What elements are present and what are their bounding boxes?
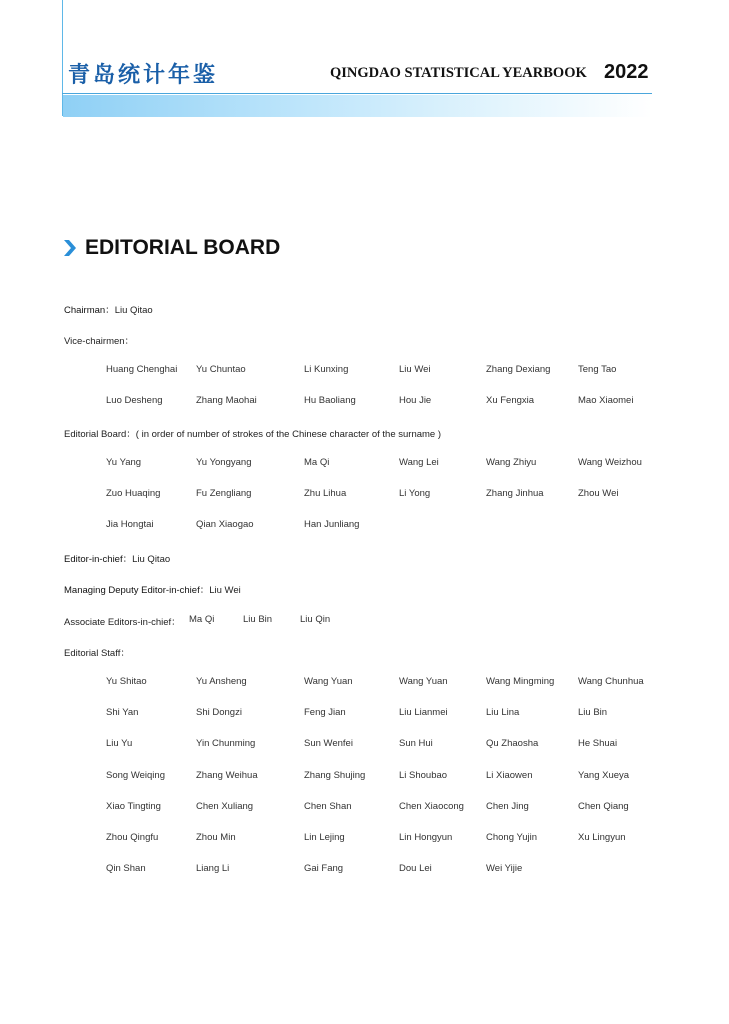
person-name: Wei Yijie [486,863,523,875]
person-name: Shi Yan [106,707,139,719]
person-name: Xiao Tingting [106,800,161,812]
person-name: Chen Xiaocong [399,800,464,812]
editor-in-chief-line [64,551,170,565]
person-name: Yu Shitao [106,676,147,687]
managing-deputy-name: Liu Wei [209,585,241,596]
person-name: Xu Fengxia [486,395,535,407]
person-name: Ma Qi [304,457,330,468]
person-name: Teng Tao [578,364,617,375]
person-name: Li Kunxing [304,364,349,375]
person-name: Qian Xiaogao [196,519,254,531]
person-name: Chen Qiang [578,800,629,812]
associate-editor-name: Liu Qin [300,614,331,625]
person-name: Wang Yuan [304,676,353,687]
name-row [0,832,729,846]
person-name: Wang Yuan [399,676,448,687]
name-row [0,801,729,815]
person-name: Zhou Wei [578,488,619,500]
person-name: Liu Wei [399,364,431,375]
person-name: Qu Zhaosha [486,738,539,750]
associate-editor-name: Ma Qi [189,614,215,625]
person-name: Li Xiaowen [486,769,533,781]
person-name: Shi Dongzi [196,707,242,719]
person-name: Liu Lianmei [399,707,448,719]
managing-deputy-line [64,582,241,596]
managing-deputy-label: Managing Deputy Editor-in-chief： [64,585,210,596]
person-name: He Shuai [578,738,618,750]
person-name: Lin Hongyun [399,832,453,843]
person-name: Xu Lingyun [578,832,626,843]
person-name: Song Weiqing [106,769,165,781]
person-name: Yu Yongyang [196,457,252,468]
person-name: Zhou Min [196,832,236,843]
person-name: Wang Zhiyu [486,457,537,468]
name-row [0,395,729,409]
person-name: Wang Mingming [486,676,555,687]
person-name: Yu Yang [106,457,142,468]
header-title-chinese: 青岛统计年鉴 [68,63,219,88]
name-row [0,676,729,690]
person-name: Liu Yu [106,738,133,750]
chairman-line [64,302,153,316]
header-rule [62,93,652,94]
name-row [0,738,729,752]
chevron-right-icon [64,238,78,258]
chairman-label: Chairman： [64,305,115,316]
person-name: Fu Zengliang [196,488,252,500]
header-year: 2022 [604,61,649,83]
person-name: Liu Bin [578,707,608,719]
person-name: Zuo Huaqing [106,488,161,500]
section-heading [64,236,280,260]
person-name: Li Yong [399,488,431,500]
person-name: Liang Li [196,863,230,875]
person-name: Luo Desheng [106,395,163,407]
name-row [0,457,729,471]
header-gradient-band [63,95,652,117]
editorial-board-label: Editorial Board：( in order of number of strokes of the Chinese character of the surname ) [64,429,442,440]
chairman-name: Liu Qitao [114,305,153,316]
person-name: Zhu Lihua [304,488,347,500]
person-name: Sun Hui [399,738,433,750]
person-name: Wang Weizhou [578,457,642,468]
person-name: Yu Chuntao [196,364,246,375]
editor-in-chief-name: Liu Qitao [132,554,171,565]
section-title: EDITORIAL BOARD [85,236,281,259]
person-name: Wang Lei [399,457,439,468]
person-name: Hou Jie [399,395,432,407]
person-name: Zhou Qingfu [106,832,159,843]
person-name: Zhang Dexiang [486,364,551,375]
person-name: Yu Ansheng [196,676,247,687]
associate-editor-name: Liu Bin [243,614,273,625]
name-row [0,863,729,877]
person-name: Sun Wenfei [304,738,353,750]
name-row [0,519,729,533]
person-name: Lin Lejing [304,832,345,843]
person-name: Feng Jian [304,707,346,719]
person-name: Wang Chunhua [578,676,644,687]
person-name: Qin Shan [106,863,146,875]
person-name: Zhang Shujing [304,769,366,781]
person-name: Gai Fang [304,863,344,875]
editorial-staff-label: Editorial Staff： [64,648,130,659]
person-name: Yang Xueya [578,769,630,781]
person-name: Chen Jing [486,800,529,812]
person-name: Chen Shan [304,800,352,812]
header-title-english: QINGDAO STATISTICAL YEARBOOK [330,65,587,81]
person-name: Hu Baoliang [304,395,356,407]
name-row [0,364,729,378]
person-name: Chen Xuliang [196,800,254,812]
person-name: Zhang Jinhua [486,488,544,500]
person-name: Han Junliang [304,519,360,531]
person-name: Li Shoubao [399,769,448,781]
person-name: Zhang Weihua [196,769,258,781]
person-name: Liu Lina [486,707,520,719]
person-name: Dou Lei [399,863,432,875]
person-name: Zhang Maohai [196,395,257,407]
editor-in-chief-label: Editor-in-chief： [64,554,133,565]
name-row [0,707,729,721]
person-name: Jia Hongtai [106,519,154,531]
associate-editors-label: Associate Editors-in-chief： [64,617,181,628]
vice-chairmen-label: Vice-chairmen： [64,336,135,347]
person-name: Chong Yujin [486,832,538,843]
name-row [0,488,729,502]
name-row [0,770,729,784]
person-name: Mao Xiaomei [578,395,634,407]
person-name: Yin Chunming [196,738,256,750]
person-name: Huang Chenghai [106,364,178,375]
